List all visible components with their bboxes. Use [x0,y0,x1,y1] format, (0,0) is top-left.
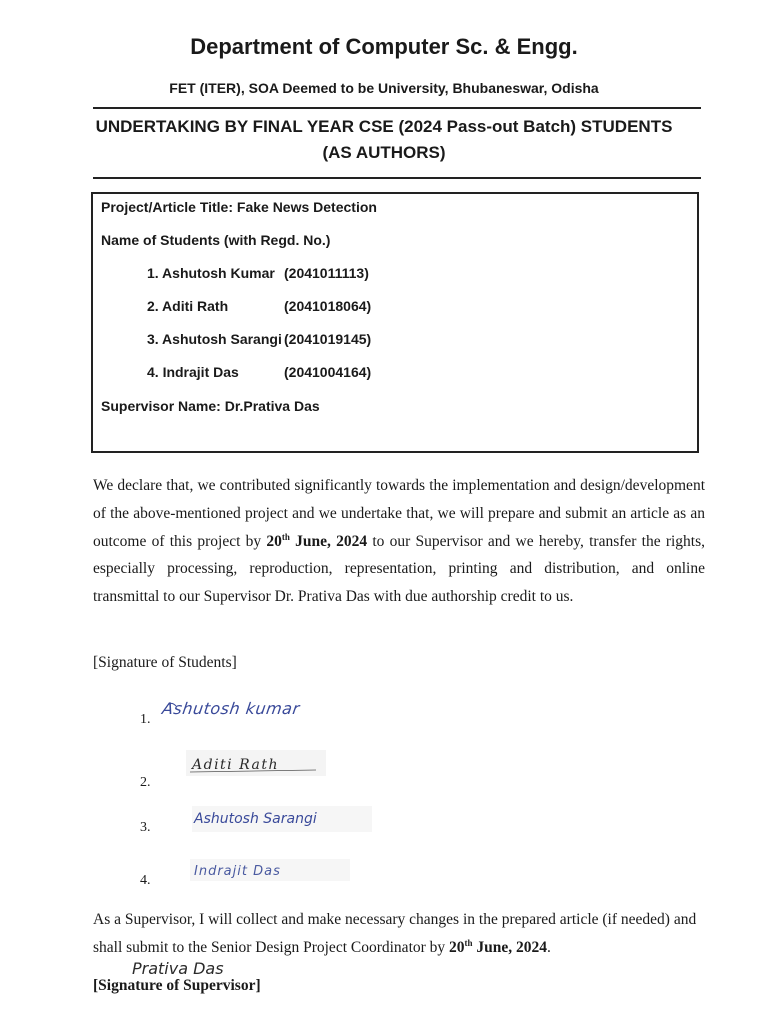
signature-image-4 [190,859,350,881]
svg-text:Aditi Rath: Aditi Rath [192,757,279,773]
student-signature-label: [Signature of Students] [93,654,237,671]
supervisor-text: As a Supervisor, I will collect and make necessary changes in the prepared article (if needed) and shall submit to the Senior Design Project Coordinator by [93,911,697,956]
svg-text:Ashutosh Sarangi: Ashutosh Sarangi [194,811,317,827]
supervisor-name: Supervisor Name: Dr.Prativa Das [101,398,320,414]
student-regd: (2041018064) [284,298,372,314]
bottom-rule [93,177,701,179]
student-name: 1. Ashutosh Kumar [147,265,275,281]
student-name: 2. Aditi Rath [147,298,229,314]
students-heading: Name of Students (with Regd. No.) [101,232,331,248]
student-regd: (2041019145) [284,331,372,347]
signature-number: 2. [140,775,151,790]
supervisor-signature-label: [Signature of Supervisor] [93,977,261,994]
student-regd: (2041011113) [284,265,369,281]
signature-image-3 [192,806,372,832]
student-name: 3. Ashutosh Sarangi [147,331,282,347]
signature-image-1 [160,696,375,722]
declaration-text: We declare that, we contributed significantly towards the implementation and design/development of the above-mentioned project and we undertake that, we will prepare and submit an article as an outcome of this project by [93,477,705,550]
svg-text:Indrajit Das: Indrajit Das [194,864,281,879]
signature-number: 3. [140,820,151,835]
signature-number: 1. [140,712,151,727]
svg-text:Ashutosh kumar: Ashutosh kumar [160,699,302,718]
undertaking-heading [0,114,768,166]
declaration-date: 20th June, 2024 [266,531,368,550]
signature-number: 4. [140,873,151,888]
top-rule [93,107,701,109]
department-title: Department of Computer Sc. & Engg. [190,34,578,59]
project-title: Project/Article Title: Fake News Detection [101,199,377,215]
supervisor-paragraph: As a Supervisor, I will collect and make necessary changes in the prepared article (if needed) and shall submit to the Senior Design Project Coordinator by 20th June, 2024. [93,911,697,956]
supervisor-date: 20th June, 2024 [449,937,548,956]
student-name: 4. Indrajit Das [147,364,239,380]
declaration-text-cont: to our Supervisor and we hereby, transfer the rights, especially processing, reproduction, representation, printing and distribution, and online transmittal to our Supervisor Dr. Prativa Das with due authorship credit to us. [93,532,706,606]
undertaking-line-2: (AS AUTHORS) [322,143,446,162]
declaration-paragraph [93,472,705,611]
supervisor-signature-text: Prativa Das [132,959,224,978]
student-regd: (2041004164) [284,364,372,380]
signature-image-2 [186,750,326,776]
institution-subtitle: FET (ITER), SOA Deemed to be University, Bhubaneswar, Odisha [169,80,599,96]
undertaking-line-1: UNDERTAKING BY FINAL YEAR CSE (2024 Pass-out Batch) STUDENTS [95,117,673,136]
